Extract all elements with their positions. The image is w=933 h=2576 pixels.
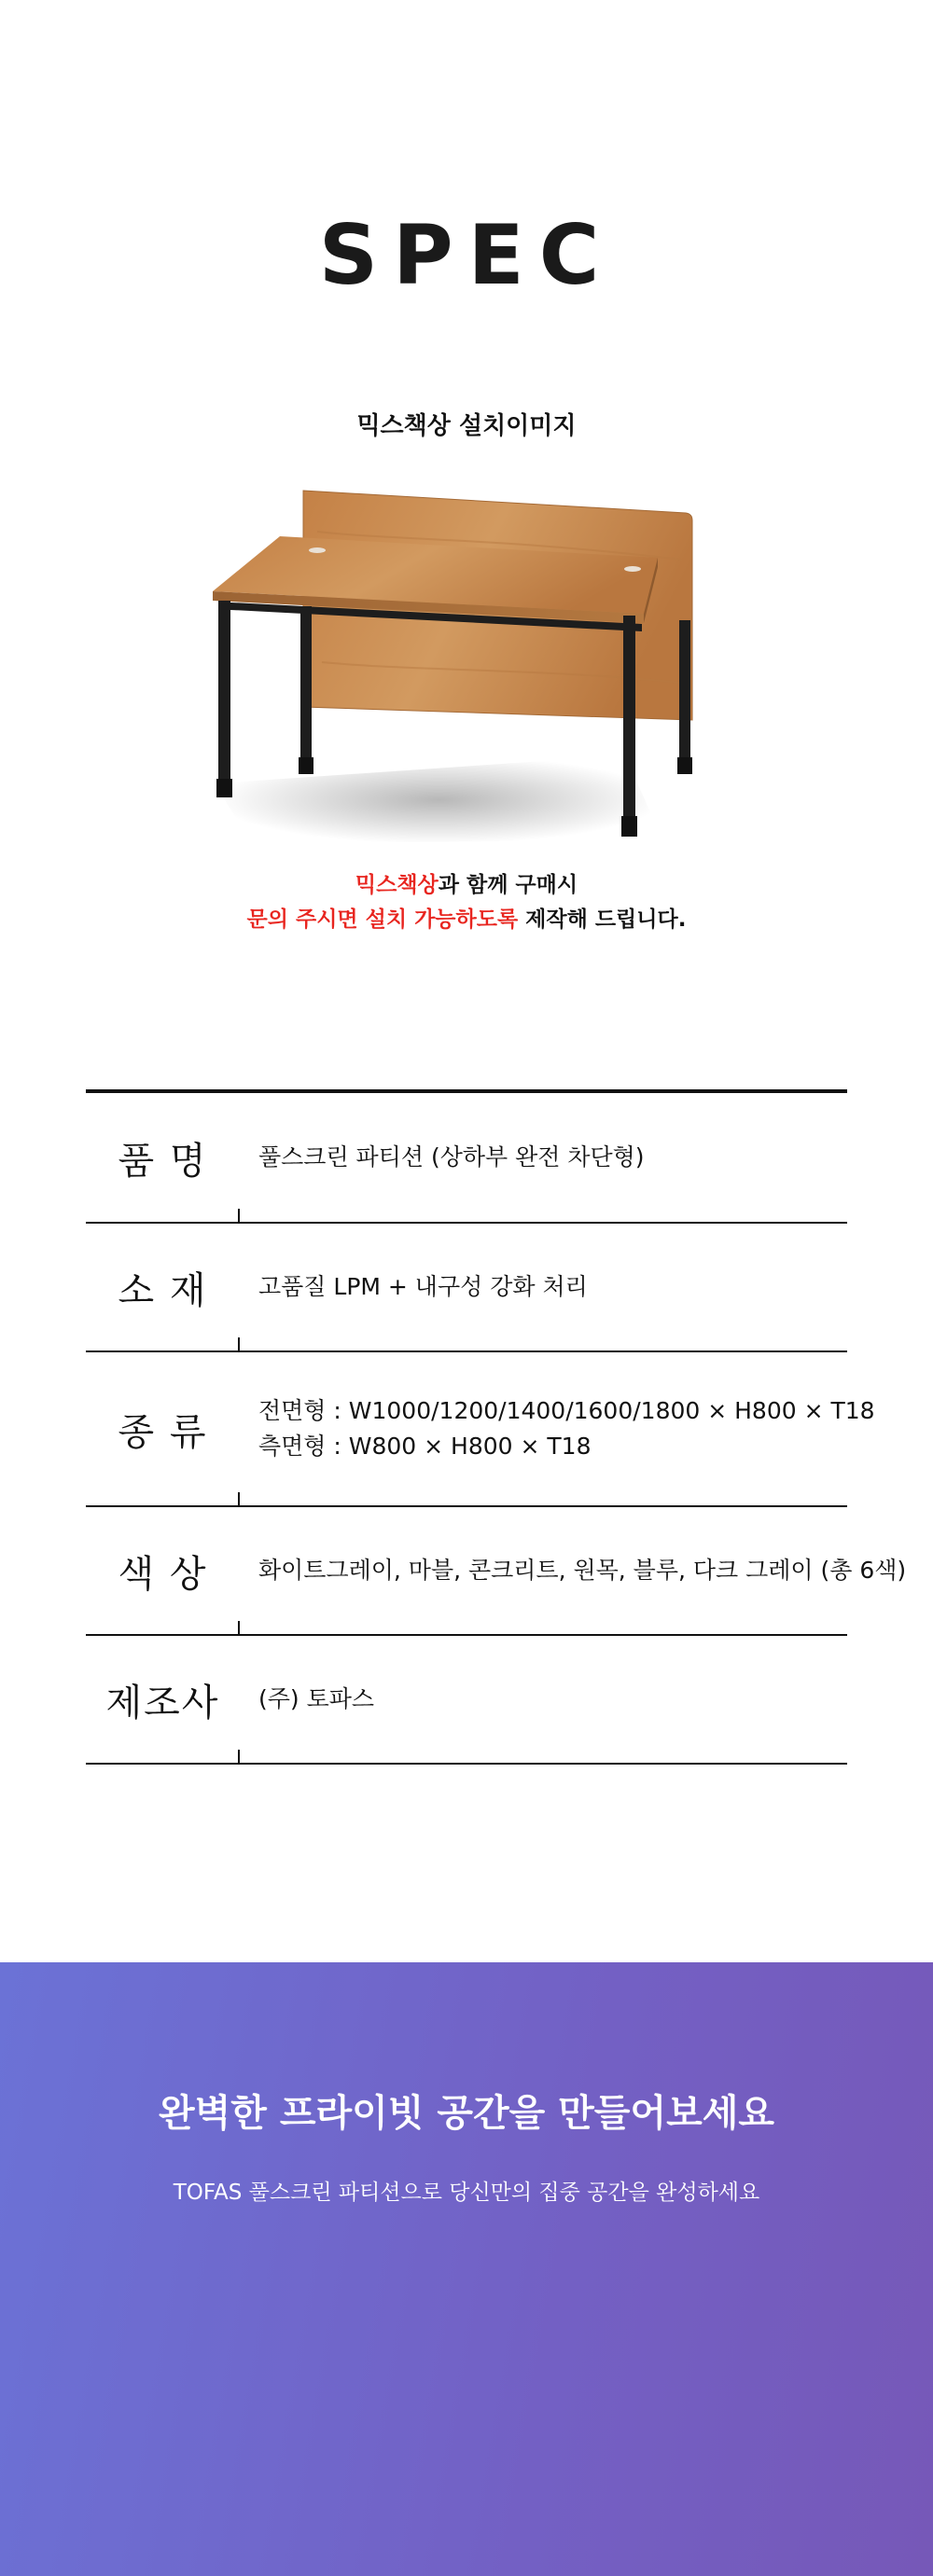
spec-value-line: 고품질 LPM + 내구성 강화 처리 bbox=[258, 1273, 588, 1300]
spec-value bbox=[258, 1352, 875, 1505]
spec-value-line: 풀스크린 파티션 (상하부 완전 차단형) bbox=[258, 1143, 645, 1170]
notice-text: 제작해 드립니다. bbox=[518, 907, 687, 932]
page-title: SPEC bbox=[318, 207, 615, 303]
spec-row-manufacturer bbox=[86, 1636, 847, 1765]
spec-label: 품 명 bbox=[118, 1139, 208, 1183]
spec-row-name bbox=[86, 1093, 847, 1224]
spec-row-color bbox=[86, 1507, 907, 1636]
spec-row-material bbox=[86, 1224, 847, 1352]
notice-text: 과 함께 구매시 bbox=[438, 873, 578, 897]
spec-value bbox=[258, 1507, 907, 1634]
spec-row-type bbox=[86, 1352, 875, 1507]
spec-value-line: 화이트그레이, 마블, 콘크리트, 원목, 블루, 다크 그레이 (총 6색) bbox=[258, 1557, 907, 1584]
spec-label: 제조사 bbox=[105, 1681, 220, 1724]
spec-value-line: 전면형 : W1000/1200/1400/1600/1800 × H800 × T18 bbox=[258, 1397, 875, 1424]
row-divider-tick bbox=[238, 1209, 240, 1222]
row-divider-tick bbox=[238, 1337, 240, 1350]
image-caption: 믹스책상 설치이미지 bbox=[356, 412, 577, 440]
row-divider-tick bbox=[238, 1492, 240, 1505]
spec-label: 종 류 bbox=[118, 1410, 208, 1454]
spec-value bbox=[258, 1636, 866, 1763]
row-divider-tick bbox=[238, 1750, 240, 1763]
spec-label: 색 상 bbox=[118, 1552, 208, 1596]
spec-label: 소 재 bbox=[118, 1268, 208, 1312]
install-notice-line2 bbox=[0, 902, 933, 933]
banner-subtitle: TOFAS 풀스크린 파티션으로 당신만의 집중 공간을 완성하세요 bbox=[173, 2181, 760, 2205]
row-divider-tick bbox=[238, 1621, 240, 1634]
notice-highlight: 믹스책상 bbox=[355, 873, 439, 897]
promo-banner bbox=[0, 1962, 933, 2576]
install-notice-line1 bbox=[0, 867, 933, 898]
spec-value bbox=[258, 1224, 866, 1350]
banner-title: 완벽한 프라이빗 공간을 만들어보세요 bbox=[158, 2092, 775, 2135]
notice-highlight: 문의 주시면 설치 가능하도록 bbox=[246, 907, 519, 932]
spec-value-line: 측면형 : W800 × H800 × T18 bbox=[258, 1433, 592, 1460]
spec-value-line: (주) 토파스 bbox=[258, 1685, 375, 1712]
spec-table bbox=[86, 1089, 907, 1765]
spec-value bbox=[258, 1093, 866, 1222]
desk-with-partition-image bbox=[196, 476, 718, 849]
